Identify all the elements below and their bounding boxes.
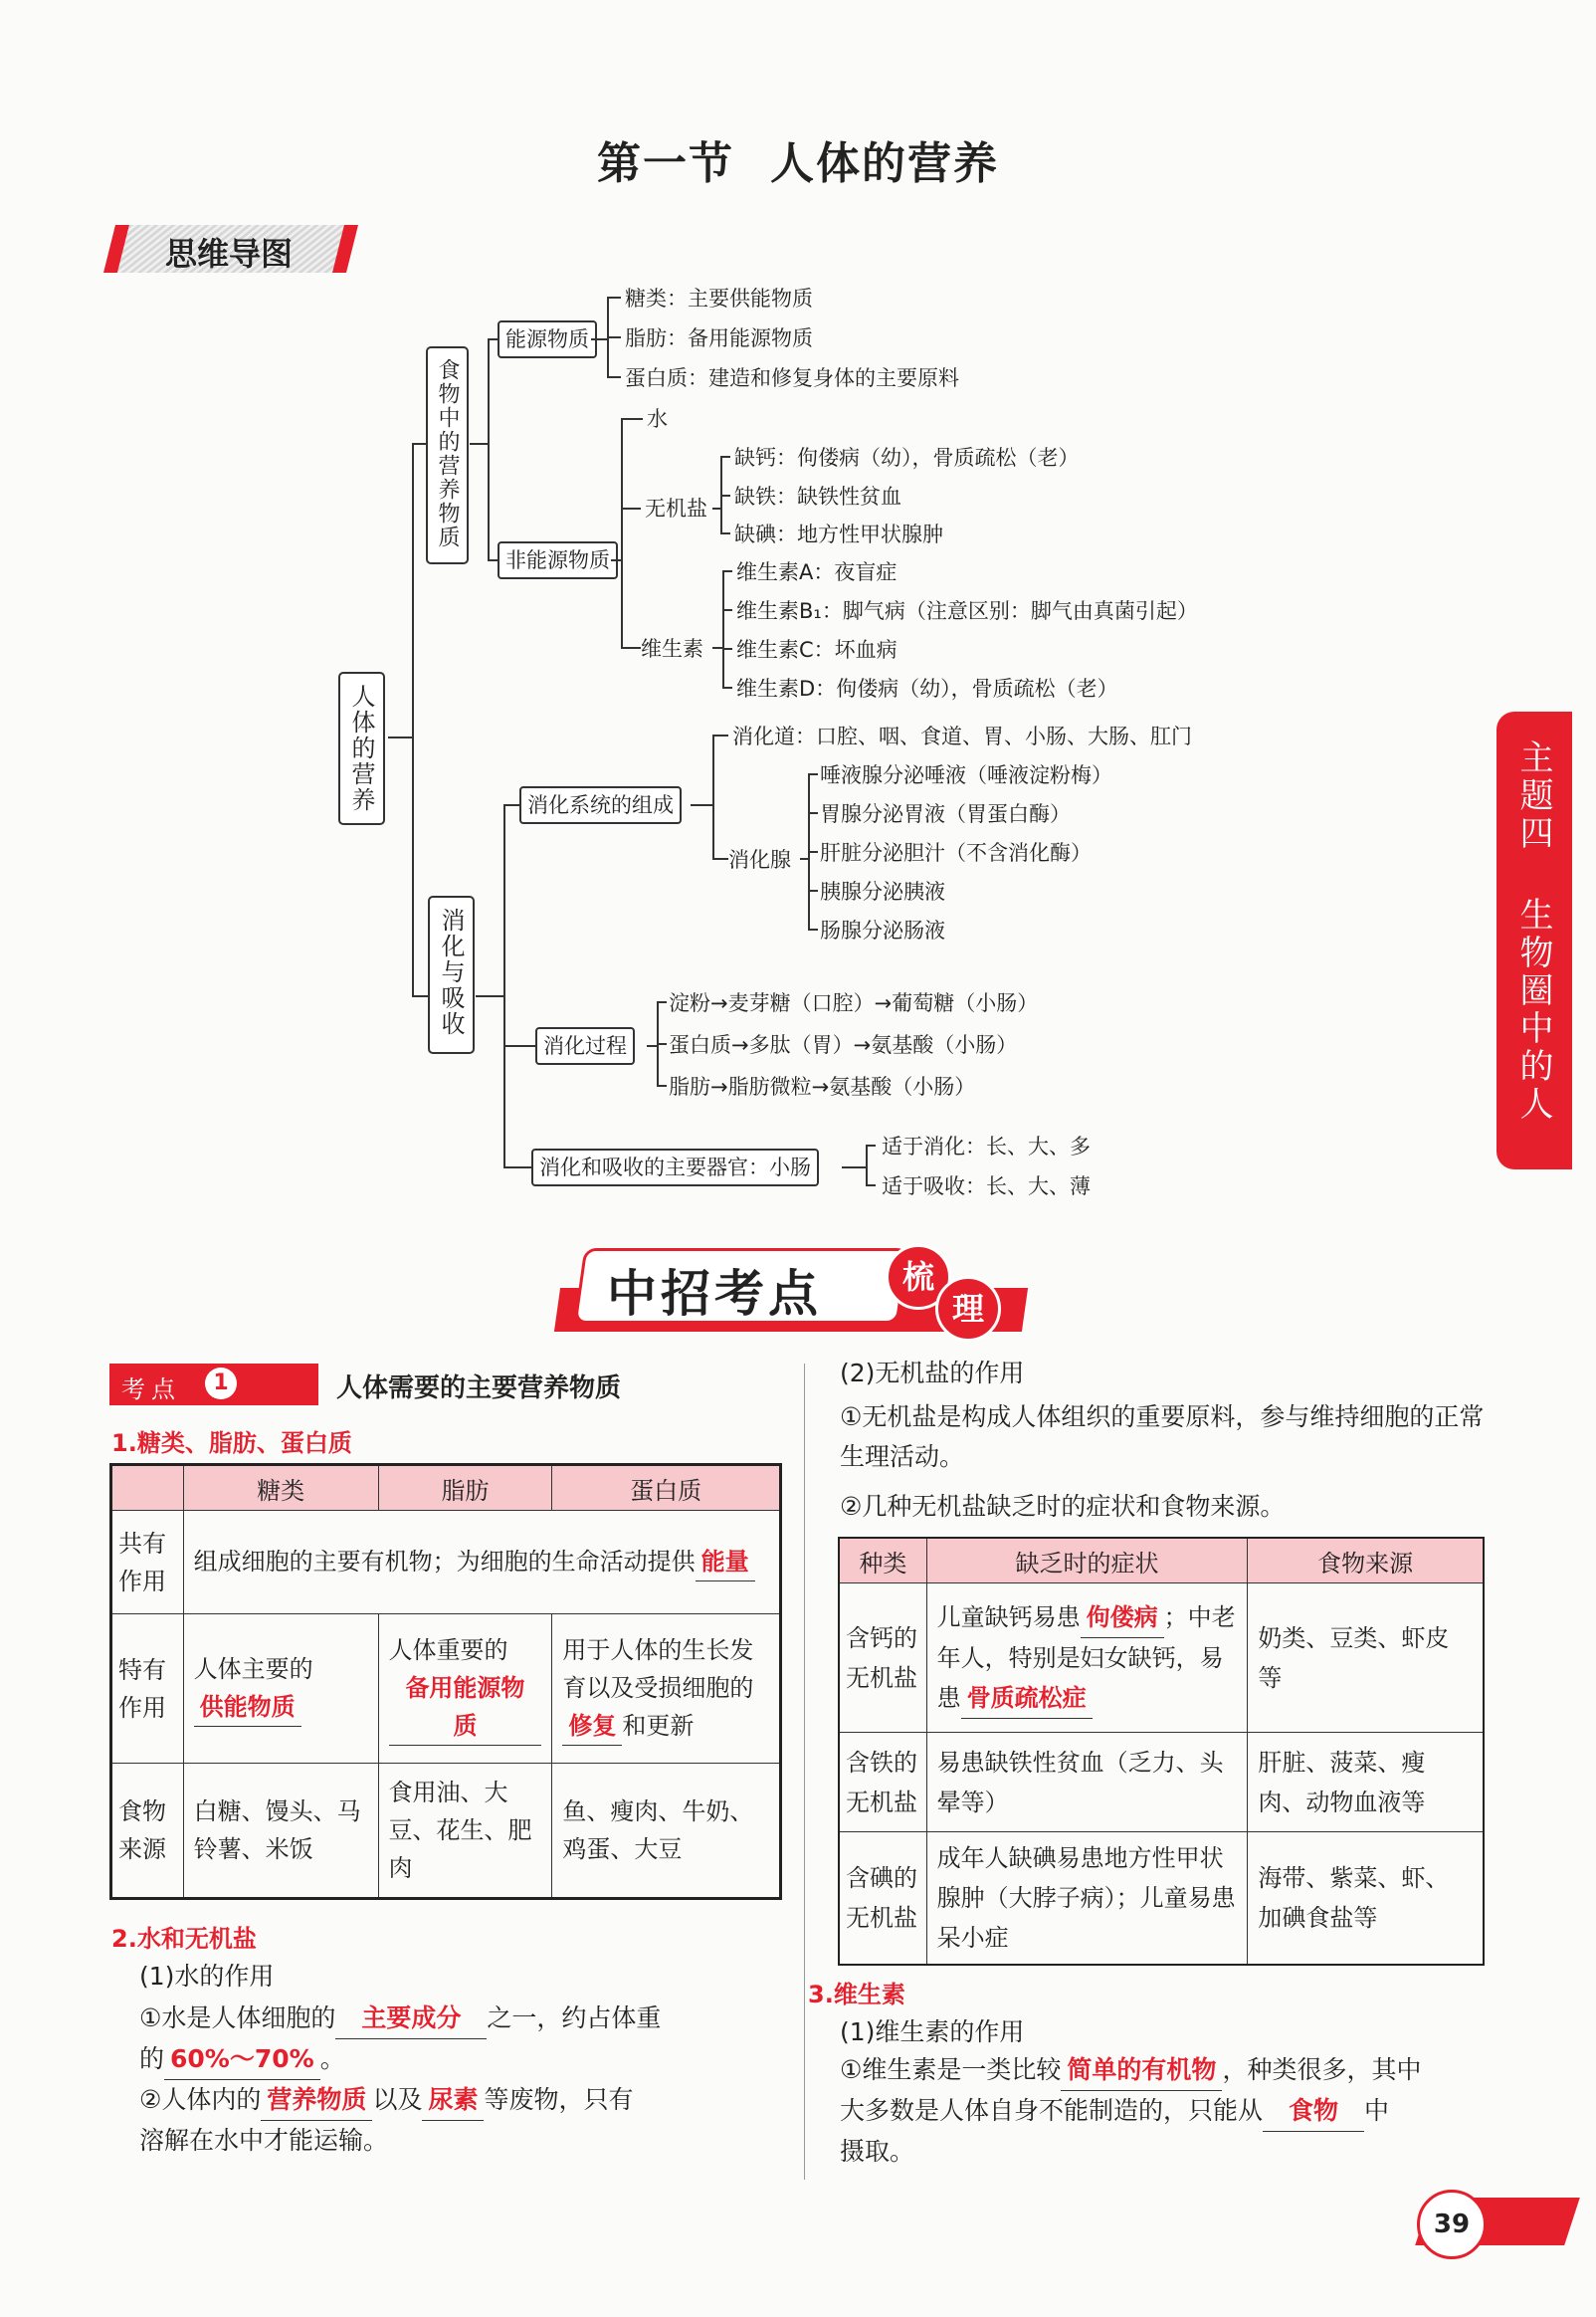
table-cell: 成年人缺碘易患地方性甲状腺肿（大脖子病）；儿童易患呆小症 [926,1832,1248,1966]
cell-text: 人体重要的 [388,1636,508,1664]
answer-blank: 主要成分 [335,1999,487,2039]
mindmap-root: 人体的营养 [338,672,385,825]
section-number: 第一节 [597,138,734,189]
text: 中 [1364,2096,1390,2125]
mindmap-organ: 消化和吸收的主要器官：小肠 [531,1149,819,1186]
mineral-item: 缺碘：地方性甲状腺肿 [734,523,943,546]
row-label: 含碘的无机盐 [839,1832,926,1966]
answer-blank: 修复 [562,1707,622,1746]
answer-blank: 备用能源物质 [389,1669,542,1746]
table-header: 缺乏时的症状 [926,1538,1248,1583]
page-number: 39 [1417,2190,1487,2259]
row-label: 共有作用 [111,1511,184,1614]
mindmap-nonenergy: 非能源物质 [498,541,618,579]
row-label: 含铁的无机盐 [839,1733,926,1832]
nonenergy-minerals: 无机盐 [645,497,707,521]
chapter-side-tab-label: 主题四 生物圈中的人 [1513,739,1553,1124]
mindmap-system: 消化系统的组成 [519,786,682,824]
vitamin-item: 维生素B₁：脚气病（注意区别：脚气由真菌引起） [736,599,1198,623]
table-cell: 海带、紫菜、虾、加碘食盐等 [1248,1832,1484,1966]
paragraph [139,1999,786,2161]
table-header: 糖类 [183,1465,378,1511]
text: 。 [319,2044,345,2073]
section-banner-title: 中招考点 [607,1265,822,1323]
organ-item: 适于消化：长、大、多 [882,1135,1091,1158]
cell-text: 组成细胞的主要有机物；为细胞的生命活动提供 [193,1548,696,1576]
answer-blank: 营养物质 [261,2080,372,2121]
table-cell [378,1614,552,1764]
table-cell: 奶类、豆类、虾皮等 [1248,1583,1484,1733]
table-header: 脂肪 [378,1465,552,1511]
subheading: (1)水的作用 [139,1962,275,1991]
energy-item: 脂肪：备用能源物质 [625,326,813,350]
text: ①维生素是一类比较 [840,2055,1062,2084]
mindmap-process: 消化过程 [535,1027,635,1065]
table-cell [183,1614,378,1764]
answer-blank: 供能物质 [194,1688,301,1727]
row-label: 特有作用 [111,1614,184,1764]
section-banner-badge: 梳 [886,1244,951,1310]
row-label: 含钙的无机盐 [839,1583,926,1733]
table-header: 食物来源 [1248,1538,1484,1583]
nutrient-table [109,1463,782,1900]
heading-2: 2.水和无机盐 [111,1925,257,1953]
vitamin-item: 维生素D：佝偻病（幼），骨质疏松（老） [736,677,1118,701]
double-arrow-icon: ►► [247,1367,294,1401]
text: 的 [139,2044,165,2073]
answer-blank: 食物 [1263,2091,1364,2132]
energy-item: 蛋白质：建造和修复身体的主要原料 [625,366,959,390]
text: 摄取。 [840,2137,915,2166]
table-cell: 易患缺铁性贫血（乏力、头晕等） [926,1733,1248,1832]
heading-3: 3.维生素 [808,1981,905,2008]
table-cell: 肝脏、菠菜、瘦肉、动物血液等 [1248,1733,1484,1832]
organ-item: 适于吸收：长、大、薄 [882,1174,1091,1198]
process-item: 脂肪→脂肪微粒→氨基酸（小肠） [669,1075,976,1099]
table-cell [183,1511,780,1614]
nonenergy-water: 水 [647,407,668,431]
kaodian-tag [109,1364,318,1405]
text: ②人体内的 [139,2085,262,2114]
subheading: (1)维生素的作用 [840,2017,1025,2046]
vitamin-item: 维生素C：坏血病 [736,638,898,662]
chapter-side-tab [1496,712,1572,1169]
text: ①水是人体细胞的 [139,2003,336,2032]
section-name: 人体的营养 [770,138,999,189]
page-title [0,127,1596,191]
text: 大多数是人体自身不能制造的，只能从 [840,2096,1264,2125]
cell-text: ；中老年人，特别是妇女缺钙，易患 [936,1602,1236,1712]
cell-text: 和更新 [622,1712,695,1740]
mineral-table [838,1537,1485,1966]
energy-item: 糖类：主要供能物质 [625,287,813,311]
text: 溶解在水中才能运输。 [139,2126,389,2155]
paragraph: ①无机盐是构成人体组织的重要原料，参与维持细胞的正常生理活动。 [840,1402,1485,1471]
text: 以及 [372,2085,423,2114]
cell-text: 儿童缺钙易患 [936,1602,1081,1631]
page-number-badge [1413,2190,1572,2253]
row-label: 食物来源 [111,1764,184,1899]
answer-blank: 能量 [696,1543,755,1581]
cell-text: 用于人体的生长发育以及受损细胞的 [562,1636,754,1702]
answer-blank: 简单的有机物 [1061,2050,1222,2091]
digestive-glands: 消化腺 [728,848,791,872]
kaodian-title: 人体需要的主要营养物质 [336,1373,622,1403]
text: 之一，约占体重 [487,2003,662,2032]
table-header: 种类 [839,1538,926,1583]
kaodian-number: 1 [205,1368,237,1399]
gland-item: 肝脏分泌胆汁（不含消化酶） [820,841,1092,865]
answer-blank: 60%～70% [164,2039,320,2080]
mindmap-banner-label: 思维导图 [165,235,294,273]
mindmap-digest: 消化与吸收 [428,896,475,1054]
table-cell: 食用油、大豆、花生、肥肉 [378,1764,552,1899]
paragraph: ②几种无机盐缺乏时的症状和食物来源。 [840,1492,1286,1521]
heading-1: 1.糖类、脂肪、蛋白质 [111,1429,352,1457]
table-cell: 白糖、馒头、马铃薯、米饭 [183,1764,378,1899]
table-cell: 鱼、瘦肉、牛奶、鸡蛋、大豆 [552,1764,781,1899]
gland-item: 胰腺分泌胰液 [820,880,945,904]
table-cell [552,1614,781,1764]
gland-item: 胃腺分泌胃液（胃蛋白酶） [820,802,1071,826]
text: ，种类很多，其中 [1222,2055,1422,2084]
table-header: 蛋白质 [552,1465,781,1511]
mineral-item: 缺铁：缺铁性贫血 [734,485,901,509]
mindmap-energy: 能源物质 [498,320,597,358]
cell-text: 人体主要的 [193,1655,313,1683]
answer-blank: 骨质疏松症 [961,1678,1093,1719]
mindmap-banner [109,225,358,275]
section-banner-badge: 理 [935,1276,1001,1342]
answer-blank: 尿素 [422,2080,484,2121]
gland-item: 肠腺分泌肠液 [820,919,945,943]
gland-item: 唾液腺分泌唾液（唾液淀粉梅） [820,763,1112,787]
text: 等废物，只有 [484,2085,634,2114]
paragraph [840,2050,1487,2172]
process-item: 淀粉→麦芽糖（口腔）→葡萄糖（小肠） [669,991,1039,1015]
answer-blank: 佝偻病 [1081,1597,1164,1638]
section-banner [557,1244,1025,1338]
mindmap-food: 食物中的营养物质 [426,346,469,564]
process-item: 蛋白质→多肽（胃）→氨基酸（小肠） [669,1033,1018,1057]
subheading: (2)无机盐的作用 [840,1359,1025,1387]
vitamin-item: 维生素A：夜盲症 [736,560,898,584]
mineral-item: 缺钙：佝偻病（幼），骨质疏松（老） [734,446,1080,470]
table-cell [926,1583,1248,1733]
kaodian-label: 考点 [121,1375,181,1403]
nonenergy-vitamin: 维生素 [641,637,703,661]
digestive-tract: 消化道：口腔、咽、食道、胃、小肠、大肠、肛门 [732,725,1192,748]
